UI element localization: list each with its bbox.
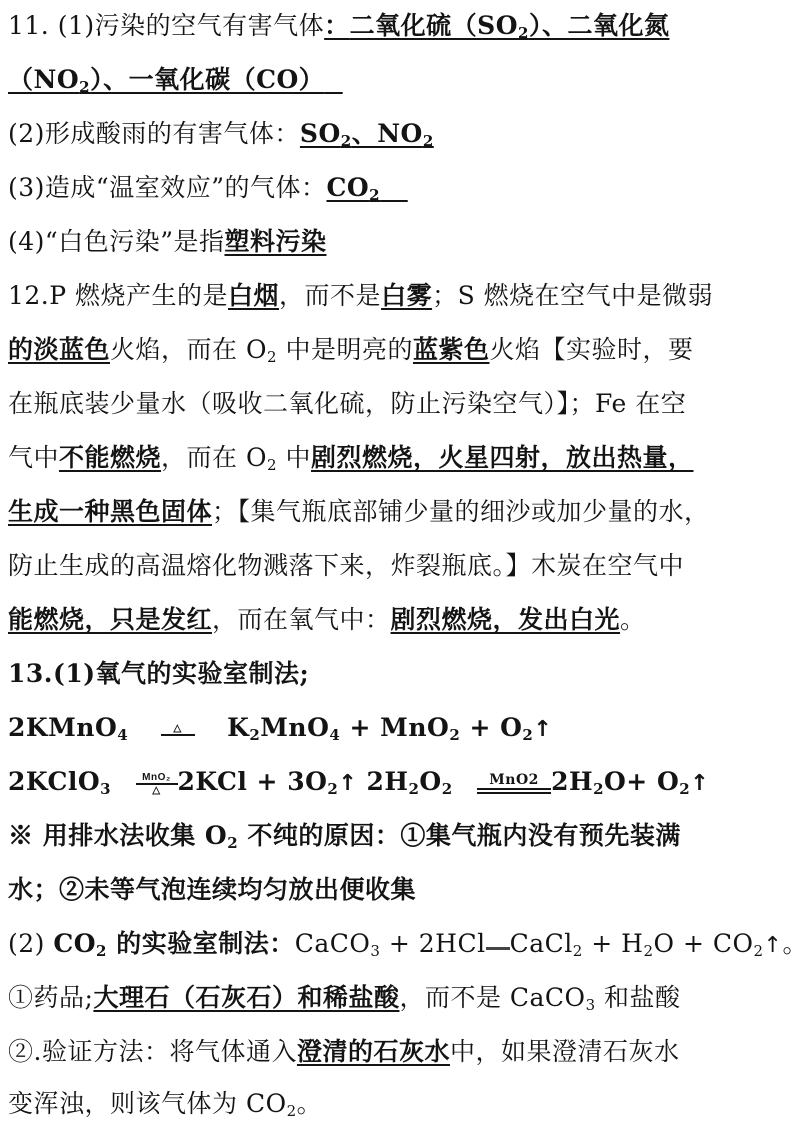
gas-arrow-icon: ↑ <box>690 771 710 796</box>
heading-text: 13.(1)氧气的实验室制法; <box>8 659 310 688</box>
question-text: (4)“白色污染”是指 <box>8 227 225 256</box>
subscript: 2 <box>593 780 605 798</box>
product: K <box>227 713 250 742</box>
subscript: 2 <box>572 942 583 960</box>
text: 。 <box>296 1089 323 1118</box>
reaction-condition-catalyst <box>477 773 551 794</box>
item-11-line-5 <box>8 226 796 258</box>
reactant: 2H <box>357 767 409 796</box>
note-line-2 <box>8 874 796 906</box>
item-12-line-1 <box>8 280 796 312</box>
text: 中 <box>277 443 311 472</box>
item-12-line-2 <box>8 334 796 366</box>
reactant: 2KMnO <box>8 713 118 742</box>
subscript: 2 <box>327 780 339 798</box>
answer-text: 大理石（石灰石）和稀盐酸 <box>93 983 400 1012</box>
answer-text: $SO_2$、$NO_2$ <box>299 119 434 150</box>
verify-line-1 <box>8 1036 796 1068</box>
text: 12.P 燃烧产生的是 <box>8 281 229 310</box>
text: 在瓶底装少量水（吸收二氧化硫，防止污染空气）】；Fe 在空 <box>8 389 687 418</box>
text: 气中 <box>8 443 60 472</box>
question-text: (1)污染的空气有害气体 <box>57 11 325 40</box>
answer-text: 白雾 <box>381 281 433 310</box>
catalyst-label: MnO2 <box>489 772 539 788</box>
subscript: 2 <box>643 942 654 960</box>
question-text: (2)形成酸雨的有害气体： <box>8 119 300 148</box>
text: 防止生成的高温熔化物溅落下来，炸裂瓶底。】木炭在空气中 <box>8 551 685 580</box>
answer-text: 的淡蓝色 <box>8 335 111 364</box>
text: ；【集气瓶底部铺少量的细沙或加少量的水， <box>212 497 710 526</box>
answer-text: $(NO_2)$、一氧化碳（CO） <box>8 65 325 96</box>
item-number: 11. <box>8 11 58 40</box>
equation-bar <box>486 941 510 950</box>
formula: CaCO <box>294 929 371 958</box>
gas-arrow-icon: ↑ <box>763 933 783 958</box>
item-12-line-5 <box>8 496 796 528</box>
equation-bar <box>477 788 551 790</box>
subscript: 3 <box>100 780 112 798</box>
equation-kclo3-h2o2 <box>8 766 796 800</box>
gas-arrow-icon: ↑ <box>338 771 358 796</box>
item-11-line-2 <box>8 64 796 96</box>
text: 。 <box>782 929 808 958</box>
formula: CaCl <box>509 929 573 958</box>
text: ※ 用排水法收集 O <box>8 821 228 850</box>
subscript: 3 <box>585 996 596 1014</box>
answer-text: 剧烈燃烧，发出白光 <box>390 605 621 634</box>
subscript: 2 <box>286 1102 297 1120</box>
item-12-line-7 <box>8 604 796 636</box>
subscript: 2 <box>227 834 239 852</box>
heat-symbol: △ <box>173 723 182 734</box>
answer-text: ：二氧化硫$(SO_2)$、二氧化氮 <box>324 11 670 42</box>
product: O+ O <box>604 767 680 796</box>
text: 火焰，而在 O <box>110 335 267 364</box>
subscript: 2 <box>408 780 420 798</box>
text: 中，如果澄清石灰水 <box>449 1037 680 1066</box>
subscript: 3 <box>370 942 381 960</box>
text: 和盐酸 <box>595 983 681 1012</box>
text: ①药品; <box>8 983 94 1012</box>
subscript: 4 <box>117 726 129 744</box>
text: 水；②未等气泡连续均匀放出便收集 <box>8 875 417 904</box>
text: 。 <box>620 605 646 634</box>
equation-kmno4 <box>8 712 796 746</box>
subscript: 2 <box>249 726 261 744</box>
product: 2KCl + 3O <box>177 767 328 796</box>
note-line-1 <box>8 820 796 852</box>
catalyst-label: MnO₂ <box>142 771 171 783</box>
answer-text: 蓝紫色 <box>412 335 490 364</box>
formula: O + CO <box>653 929 754 958</box>
formula: + 2HCl <box>380 929 486 958</box>
text: 不纯的原因：①集气瓶内没有预先装满 <box>238 821 681 850</box>
question-text: (3)造成“温室效应”的气体： <box>8 173 327 202</box>
item-13-heading <box>8 658 796 690</box>
reagents-line <box>8 982 796 1014</box>
item-12-line-6 <box>8 550 796 582</box>
subscript: 2 <box>679 780 691 798</box>
text: ，而不是 <box>279 281 382 310</box>
answer-text: 澄清的石灰水 <box>296 1037 450 1066</box>
item-11-line-1 <box>8 10 796 42</box>
verify-line-2 <box>8 1088 796 1120</box>
answer-text: 能燃烧，只是发红 <box>8 605 213 634</box>
subscript: 2 <box>449 726 461 744</box>
text: ，而在氧气中： <box>212 605 391 634</box>
answer-text: 塑料污染 <box>224 227 327 256</box>
formula: + H <box>582 929 644 958</box>
product: 2H <box>551 767 594 796</box>
reaction-condition-catalyst-heat <box>136 772 178 796</box>
answer-text: 剧烈燃烧，火星四射，放出热量， <box>310 443 694 472</box>
subscript: 2 <box>266 456 278 474</box>
text: 变浑浊，则该气体为 CO <box>8 1089 287 1118</box>
text: ②.验证方法：将气体通入 <box>8 1037 297 1066</box>
product: MnO <box>260 713 330 742</box>
subscript: 2 <box>753 942 764 960</box>
answer-text: 生成一种黑色固体 <box>8 497 213 526</box>
answer-text: 白烟 <box>228 281 280 310</box>
heat-symbol: △ <box>152 784 161 796</box>
text: ；S 燃烧在空气中是微弱 <box>432 281 714 310</box>
subscript: 4 <box>329 726 341 744</box>
text: ，而不是 CaCO <box>399 983 586 1012</box>
answer-text: $CO_2$ <box>326 173 381 204</box>
item-12-line-3 <box>8 388 796 420</box>
item-11-line-4 <box>8 172 796 204</box>
product: + O <box>460 713 523 742</box>
heading-text: $CO_2$ 的实验室制法： <box>53 929 295 960</box>
text: ，而在 O <box>161 443 267 472</box>
text: 火焰【实验时，要 <box>489 335 694 364</box>
item-12-line-4 <box>8 442 796 474</box>
product: + MnO <box>340 713 450 742</box>
subscript: 2 <box>441 780 453 798</box>
text: 中是明亮的 <box>277 335 413 364</box>
reaction-condition-heat <box>161 723 195 736</box>
item-11-line-3 <box>8 118 796 150</box>
answer-text: 不能燃烧 <box>59 443 162 472</box>
gas-arrow-icon: ↑ <box>533 717 553 742</box>
reactant: O <box>419 767 442 796</box>
subscript: 2 <box>266 348 278 366</box>
reactant: 2KClO <box>8 767 101 796</box>
co2-method-line <box>8 928 808 962</box>
subscript: 2 <box>522 726 534 744</box>
equation-bar <box>477 792 551 794</box>
text: (2) <box>8 929 54 958</box>
equation-bar <box>161 734 195 736</box>
